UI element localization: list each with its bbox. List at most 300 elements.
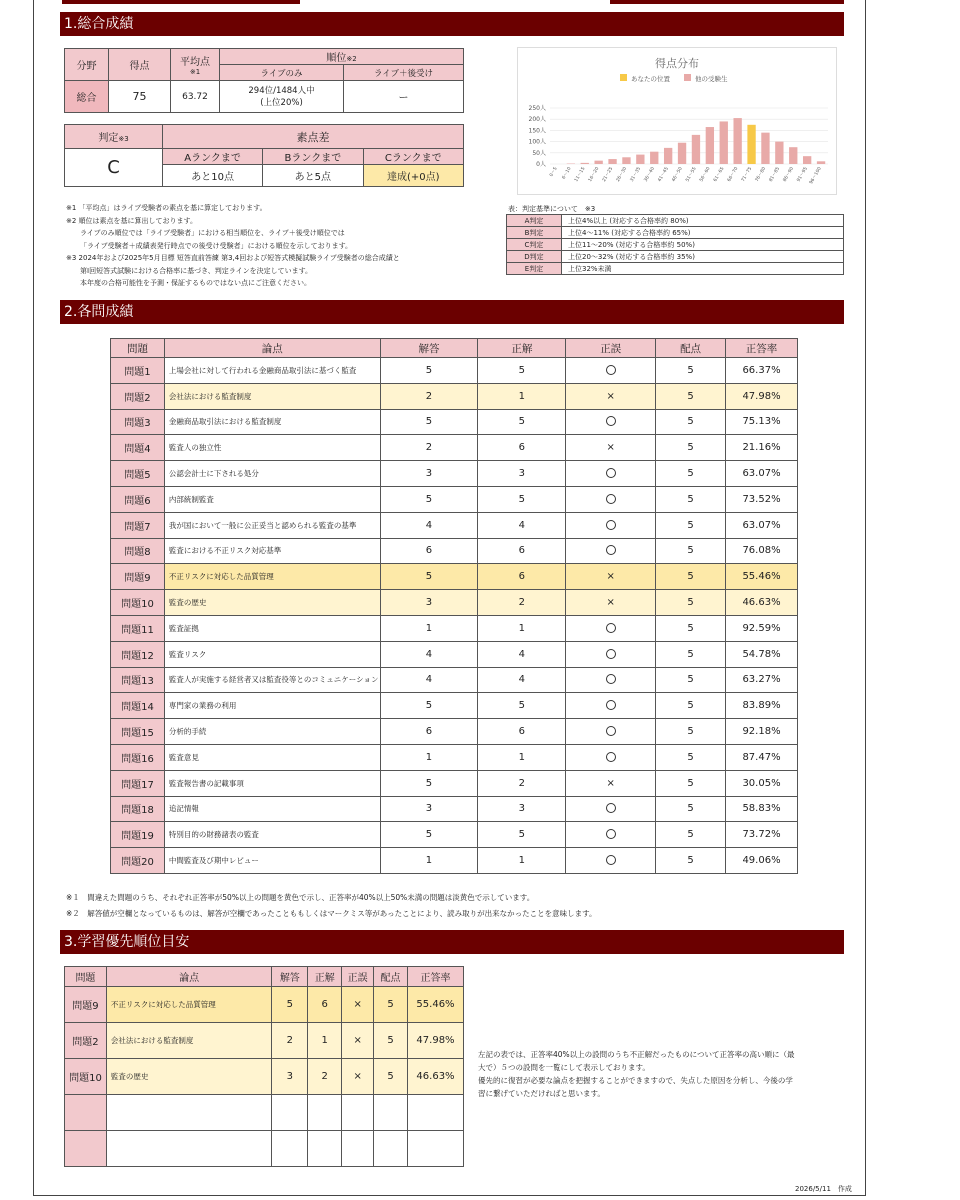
note-line: ※3 2024年および2025年5月目標 短答直前答練 第3,4回および短答式模擬試験ライブ受験者の総合成績と bbox=[66, 254, 400, 262]
x-tick-label: 71〜75 bbox=[740, 166, 754, 183]
rate-value: 49.06% bbox=[726, 848, 798, 874]
criteria-text: 上位20〜32% (対応する合格率約 35%) bbox=[562, 251, 844, 263]
section-header-priority: 3.学習優先順位目安 bbox=[60, 930, 844, 954]
rate-value: 63.07% bbox=[726, 512, 798, 538]
description-line: 大で）５つの設問を一覧にして表示しております。 bbox=[478, 1063, 650, 1072]
question-number: 問題5 bbox=[111, 461, 165, 487]
question-row bbox=[111, 693, 798, 719]
note-line: ライブのみ順位では「ライブ受験者」における相当順位を、ライブ＋後受け順位では bbox=[80, 229, 345, 237]
points-value: 5 bbox=[656, 822, 726, 848]
header-rank-note: ※2 bbox=[346, 55, 357, 63]
question-row bbox=[111, 486, 798, 512]
criteria-text: 上位11〜20% (対応する合格率約 50%) bbox=[562, 239, 844, 251]
x-tick-label: 26〜30 bbox=[615, 166, 629, 183]
questions-notes bbox=[66, 890, 597, 922]
bar-others bbox=[706, 127, 714, 164]
header-answer: 解答 bbox=[380, 339, 478, 358]
points-value: 5 bbox=[656, 770, 726, 796]
correct-value: 6 bbox=[478, 719, 566, 745]
rank-live-line1: 294位/1484人中 bbox=[248, 85, 315, 96]
correct-value: 5 bbox=[478, 822, 566, 848]
result-mark bbox=[566, 667, 656, 693]
result-mark bbox=[566, 409, 656, 435]
question-row bbox=[111, 538, 798, 564]
question-topic: 監査人が実施する経営者又は監査役等とのコミュニケーション bbox=[164, 667, 380, 693]
criteria-row bbox=[507, 215, 844, 227]
question-number: 問題2 bbox=[65, 1023, 107, 1059]
answer-value: 3 bbox=[380, 590, 478, 616]
bar-others bbox=[594, 161, 602, 164]
answer-value: 4 bbox=[380, 641, 478, 667]
criteria-text: 上位32%未満 bbox=[562, 263, 844, 275]
answer-value: 5 bbox=[380, 564, 478, 590]
correct-value: 6 bbox=[478, 435, 566, 461]
x-tick-label: 61〜65 bbox=[713, 166, 726, 183]
rate-value: 63.27% bbox=[726, 667, 798, 693]
x-tick-label: 81〜85 bbox=[768, 166, 782, 183]
correct-value: 4 bbox=[478, 667, 566, 693]
header-question: 問題 bbox=[111, 339, 165, 358]
question-topic: 監査リスク bbox=[164, 641, 380, 667]
x-tick-label: 16〜20 bbox=[588, 166, 601, 183]
note-line: ※2 順位は素点を基に算出しております。 bbox=[66, 216, 197, 225]
distribution-svg bbox=[518, 48, 836, 194]
x-tick-label: 76〜80 bbox=[754, 166, 768, 183]
question-topic: 監査における不正リスク対応基準 bbox=[164, 538, 380, 564]
question-number: 問題15 bbox=[111, 719, 165, 745]
answer-value: 4 bbox=[380, 512, 478, 538]
x-tick-label: 96〜100 bbox=[809, 166, 823, 186]
rate-value: 30.05% bbox=[726, 770, 798, 796]
b-rank-diff: あと5点 bbox=[263, 165, 363, 187]
note-line: ※１ 間違えた問題のうち、それぞれ正答率が50%以上の問題を黄色で示し、正答率が40%以上50%未満の問題は淡黄色で示しています。 bbox=[66, 893, 535, 902]
question-row bbox=[111, 667, 798, 693]
rate-value: 63.07% bbox=[726, 461, 798, 487]
chart-title: 得点分布 bbox=[655, 57, 699, 70]
note-line: 本年度の合格可能性を予測・保証するものではない点にご注意ください。 bbox=[80, 279, 311, 287]
correct-value: 5 bbox=[478, 693, 566, 719]
header-a-rank: Aランクまで bbox=[163, 149, 263, 165]
rate-value: 21.16% bbox=[726, 435, 798, 461]
header-rank-label: 順位 bbox=[326, 53, 347, 64]
correct-value: 1 bbox=[478, 744, 566, 770]
rate-value bbox=[408, 1095, 464, 1131]
points-value: 5 bbox=[656, 744, 726, 770]
question-number: 問題10 bbox=[65, 1059, 107, 1095]
question-row bbox=[111, 848, 798, 874]
correct-circle-icon bbox=[606, 752, 616, 762]
question-row bbox=[111, 461, 798, 487]
section-header-overall: 1.総合成績 bbox=[60, 12, 844, 36]
bar-your-position bbox=[747, 125, 755, 164]
question-topic: 内部統制監査 bbox=[164, 486, 380, 512]
criteria-label: B判定 bbox=[507, 227, 562, 239]
header-result: 正誤 bbox=[566, 339, 656, 358]
result-mark bbox=[566, 461, 656, 487]
answer-value bbox=[272, 1131, 308, 1167]
result-mark: × bbox=[566, 770, 656, 796]
a-rank-diff: あと10点 bbox=[163, 165, 263, 187]
result-mark bbox=[342, 1095, 374, 1131]
question-row bbox=[111, 641, 798, 667]
x-tick-label: 0〜5 bbox=[549, 166, 559, 178]
points-value bbox=[374, 1131, 408, 1167]
answer-value: 3 bbox=[380, 461, 478, 487]
result-mark: × bbox=[566, 435, 656, 461]
question-number: 問題17 bbox=[111, 770, 165, 796]
summary-table bbox=[64, 48, 464, 113]
points-value: 5 bbox=[374, 1023, 408, 1059]
note-line: 「ライブ受験者＋成績表発行時点での後受け受験者」における順位を示しております。 bbox=[80, 241, 353, 250]
y-tick-label: 0人 bbox=[536, 161, 546, 168]
question-topic: 公認会計士に下される処分 bbox=[164, 461, 380, 487]
x-tick-label: 6〜10 bbox=[561, 166, 573, 181]
points-value: 5 bbox=[656, 667, 726, 693]
points-value: 5 bbox=[656, 564, 726, 590]
correct-circle-icon bbox=[606, 365, 616, 375]
header-topic: 論点 bbox=[164, 339, 380, 358]
x-tick-label: 51〜55 bbox=[685, 166, 698, 183]
answer-value: 3 bbox=[272, 1059, 308, 1095]
question-number: 問題12 bbox=[111, 641, 165, 667]
points-value: 5 bbox=[656, 538, 726, 564]
correct-circle-icon bbox=[606, 520, 616, 530]
correct-value: 6 bbox=[478, 564, 566, 590]
correct-circle-icon bbox=[606, 494, 616, 504]
result-mark bbox=[566, 538, 656, 564]
criteria-text: 上位4%以上 (対応する合格率約 80%) bbox=[562, 215, 844, 227]
points-value: 5 bbox=[656, 512, 726, 538]
header-answer: 解答 bbox=[272, 967, 308, 987]
answer-value: 6 bbox=[380, 719, 478, 745]
note-line: ※1 「平均点」はライブ受験者の素点を基に算定しております。 bbox=[66, 204, 267, 212]
header-correct: 正解 bbox=[308, 967, 342, 987]
answer-value: 1 bbox=[380, 848, 478, 874]
note-line: ※２ 解答値が空欄となっているものは、解答が空欄であったことももしくはマークミス等があったことにより、読み取りが出来なかったことを意味します。 bbox=[66, 909, 597, 918]
x-tick-label: 56〜60 bbox=[699, 166, 712, 183]
points-value: 5 bbox=[656, 796, 726, 822]
legend-you-swatch bbox=[620, 74, 627, 81]
x-tick-label: 66〜70 bbox=[727, 166, 740, 183]
answer-value: 6 bbox=[380, 538, 478, 564]
result-mark bbox=[566, 615, 656, 641]
header-rate: 正答率 bbox=[726, 339, 798, 358]
question-number: 問題3 bbox=[111, 409, 165, 435]
question-topic bbox=[106, 1095, 271, 1131]
result-mark bbox=[566, 358, 656, 384]
correct-circle-icon bbox=[606, 649, 616, 659]
answer-value: 5 bbox=[380, 486, 478, 512]
bar-others bbox=[775, 142, 783, 164]
rate-value: 55.46% bbox=[726, 564, 798, 590]
header-b-rank: Bランクまで bbox=[263, 149, 363, 165]
result-mark bbox=[566, 719, 656, 745]
question-row bbox=[111, 383, 798, 409]
points-value: 5 bbox=[656, 693, 726, 719]
answer-value: 2 bbox=[380, 435, 478, 461]
correct-value: 2 bbox=[478, 770, 566, 796]
legend-others-label: 他の受験生 bbox=[695, 75, 728, 83]
correct-value: 5 bbox=[478, 409, 566, 435]
top-bar-left bbox=[62, 0, 300, 4]
bar-others bbox=[678, 143, 686, 164]
answer-value: 5 bbox=[380, 409, 478, 435]
header-judge-note: ※3 bbox=[118, 135, 129, 143]
correct-circle-icon bbox=[606, 674, 616, 684]
rate-value: 46.63% bbox=[408, 1059, 464, 1095]
answer-value: 5 bbox=[272, 987, 308, 1023]
question-number: 問題18 bbox=[111, 796, 165, 822]
description-line: 優先的に復習が必要な論点を把握することができますので、失点した原因を分析し、今後の学 bbox=[478, 1076, 793, 1085]
question-number: 問題7 bbox=[111, 512, 165, 538]
c-rank-diff: 達成(+0点) bbox=[363, 165, 464, 187]
rate-value: 87.47% bbox=[726, 744, 798, 770]
bar-others bbox=[650, 152, 658, 164]
header-score: 得点 bbox=[109, 49, 171, 81]
question-topic: 監査報告書の記載事項 bbox=[164, 770, 380, 796]
x-tick-label: 21〜25 bbox=[601, 166, 615, 183]
header-field: 分野 bbox=[65, 49, 109, 81]
header-rank-live-plus: ライブ＋後受け bbox=[344, 65, 464, 81]
note-line: 第Ⅰ回短答式試験における合格率に基づき、判定ラインを決定しています。 bbox=[80, 266, 313, 275]
answer-value bbox=[272, 1095, 308, 1131]
criteria-text: 上位4〜11% (対応する合格率約 65%) bbox=[562, 227, 844, 239]
question-number: 問題4 bbox=[111, 435, 165, 461]
question-topic: 追記情報 bbox=[164, 796, 380, 822]
correct-circle-icon bbox=[606, 545, 616, 555]
result-mark: × bbox=[342, 987, 374, 1023]
answer-value: 5 bbox=[380, 822, 478, 848]
result-mark: × bbox=[566, 564, 656, 590]
rank-live-value bbox=[220, 81, 344, 113]
question-number: 問題16 bbox=[111, 744, 165, 770]
x-tick-label: 31〜35 bbox=[629, 166, 643, 183]
criteria-label: C判定 bbox=[507, 239, 562, 251]
correct-value: 6 bbox=[308, 987, 342, 1023]
result-mark bbox=[566, 848, 656, 874]
description-line: 左記の表では、正答率40%以上の設問のうち不正解だったものについて正答率の高い順に（最 bbox=[478, 1050, 795, 1059]
question-row bbox=[111, 358, 798, 384]
correct-circle-icon bbox=[606, 803, 616, 813]
header-judge-label: 判定 bbox=[98, 133, 119, 144]
bar-others bbox=[692, 135, 700, 164]
header-average bbox=[171, 49, 220, 81]
correct-value: 5 bbox=[478, 358, 566, 384]
header-rank-live: ライブのみ bbox=[220, 65, 344, 81]
correct-circle-icon bbox=[606, 468, 616, 478]
result-mark: × bbox=[342, 1059, 374, 1095]
question-topic: 不正リスクに対応した品質管理 bbox=[106, 987, 271, 1023]
criteria-row bbox=[507, 251, 844, 263]
question-row bbox=[111, 796, 798, 822]
question-number: 問題19 bbox=[111, 822, 165, 848]
points-value: 5 bbox=[656, 615, 726, 641]
question-number bbox=[65, 1131, 107, 1167]
result-mark: × bbox=[342, 1023, 374, 1059]
question-row bbox=[111, 590, 798, 616]
criteria-title: 表：判定基準について ※3 bbox=[508, 205, 596, 213]
correct-value: 3 bbox=[478, 461, 566, 487]
summary-notes bbox=[66, 202, 400, 290]
question-topic: 特別目的の財務諸表の監査 bbox=[164, 822, 380, 848]
result-mark bbox=[566, 486, 656, 512]
score-value: 75 bbox=[109, 81, 171, 113]
result-mark bbox=[566, 512, 656, 538]
result-mark: × bbox=[566, 590, 656, 616]
question-topic: 専門家の業務の利用 bbox=[164, 693, 380, 719]
rate-value: 73.72% bbox=[726, 822, 798, 848]
question-row bbox=[65, 987, 464, 1023]
rate-value: 55.46% bbox=[408, 987, 464, 1023]
correct-circle-icon bbox=[606, 726, 616, 736]
rate-value: 76.08% bbox=[726, 538, 798, 564]
correct-circle-icon bbox=[606, 829, 616, 839]
correct-value: 1 bbox=[478, 848, 566, 874]
question-row bbox=[111, 744, 798, 770]
question-row bbox=[65, 1059, 464, 1095]
rate-value: 73.52% bbox=[726, 486, 798, 512]
question-topic: 監査人の独立性 bbox=[164, 435, 380, 461]
question-number: 問題6 bbox=[111, 486, 165, 512]
answer-value: 5 bbox=[380, 770, 478, 796]
points-value: 5 bbox=[656, 641, 726, 667]
legend-you-label: あなたの位置 bbox=[631, 75, 670, 83]
y-tick-label: 200人 bbox=[528, 116, 546, 124]
question-row bbox=[111, 719, 798, 745]
question-topic: 分析的手続 bbox=[164, 719, 380, 745]
top-bar-right bbox=[610, 0, 844, 4]
header-diff: 素点差 bbox=[163, 125, 464, 149]
header-points: 配点 bbox=[656, 339, 726, 358]
question-number: 問題9 bbox=[65, 987, 107, 1023]
bar-others bbox=[664, 148, 672, 164]
correct-value bbox=[308, 1095, 342, 1131]
bar-others bbox=[761, 133, 769, 164]
rank-live-line2: (上位20%) bbox=[260, 97, 303, 108]
result-mark bbox=[566, 693, 656, 719]
question-number: 問題8 bbox=[111, 538, 165, 564]
bar-others bbox=[789, 147, 797, 164]
rate-value: 92.18% bbox=[726, 719, 798, 745]
correct-value: 6 bbox=[478, 538, 566, 564]
legend-others-swatch bbox=[684, 74, 691, 81]
question-row bbox=[65, 1131, 464, 1167]
header-c-rank: Cランクまで bbox=[363, 149, 464, 165]
points-value: 5 bbox=[656, 358, 726, 384]
question-number bbox=[65, 1095, 107, 1131]
question-number: 問題9 bbox=[111, 564, 165, 590]
answer-value: 5 bbox=[380, 693, 478, 719]
correct-value: 2 bbox=[478, 590, 566, 616]
question-topic: 監査の歴史 bbox=[106, 1059, 271, 1095]
y-tick-label: 250人 bbox=[528, 105, 546, 112]
question-topic: 中間監査及び期中レビュー bbox=[164, 848, 380, 874]
y-tick-label: 150人 bbox=[528, 127, 546, 135]
header-judge bbox=[65, 125, 163, 149]
points-value: 5 bbox=[656, 486, 726, 512]
questions-table bbox=[110, 338, 798, 874]
question-topic: 金融商品取引法における監査制度 bbox=[164, 409, 380, 435]
correct-value: 1 bbox=[478, 615, 566, 641]
bar-others bbox=[803, 156, 811, 164]
criteria-label: E判定 bbox=[507, 263, 562, 275]
question-row bbox=[111, 615, 798, 641]
header-question: 問題 bbox=[65, 967, 107, 987]
rate-value: 66.37% bbox=[726, 358, 798, 384]
rate-value bbox=[408, 1131, 464, 1167]
rank-live-plus-value: ー bbox=[344, 81, 464, 113]
answer-value: 2 bbox=[272, 1023, 308, 1059]
question-number: 問題2 bbox=[111, 383, 165, 409]
points-value: 5 bbox=[374, 987, 408, 1023]
judge-value: C bbox=[65, 149, 163, 187]
correct-value: 1 bbox=[478, 383, 566, 409]
correct-value: 4 bbox=[478, 512, 566, 538]
question-row bbox=[65, 1023, 464, 1059]
created-date: 2026/5/11 作成 bbox=[795, 1185, 852, 1193]
result-mark bbox=[342, 1131, 374, 1167]
question-row bbox=[111, 822, 798, 848]
correct-value: 2 bbox=[308, 1059, 342, 1095]
header-average-note: ※1 bbox=[189, 68, 201, 76]
question-topic: 監査意見 bbox=[164, 744, 380, 770]
question-topic: 監査証拠 bbox=[164, 615, 380, 641]
rate-value: 54.78% bbox=[726, 641, 798, 667]
points-value: 5 bbox=[656, 383, 726, 409]
question-topic: 会社法における監査制度 bbox=[106, 1023, 271, 1059]
question-row bbox=[111, 409, 798, 435]
question-topic: 会社法における監査制度 bbox=[164, 383, 380, 409]
average-value: 63.72 bbox=[171, 81, 220, 113]
criteria-label: D判定 bbox=[507, 251, 562, 263]
points-value: 5 bbox=[656, 461, 726, 487]
question-topic bbox=[106, 1131, 271, 1167]
result-mark bbox=[566, 744, 656, 770]
question-row bbox=[111, 512, 798, 538]
rate-value: 46.63% bbox=[726, 590, 798, 616]
rate-value: 58.83% bbox=[726, 796, 798, 822]
question-number: 問題11 bbox=[111, 615, 165, 641]
bar-others bbox=[733, 118, 741, 164]
x-tick-label: 91〜95 bbox=[796, 166, 809, 183]
criteria-row bbox=[507, 263, 844, 275]
points-value: 5 bbox=[656, 435, 726, 461]
bar-others bbox=[581, 163, 589, 164]
priority-table bbox=[64, 966, 464, 1167]
correct-circle-icon bbox=[606, 855, 616, 865]
question-topic: 不正リスクに対応した品質管理 bbox=[164, 564, 380, 590]
answer-value: 1 bbox=[380, 744, 478, 770]
correct-value: 4 bbox=[478, 641, 566, 667]
section-header-questions: 2.各問成績 bbox=[60, 300, 844, 324]
question-number: 問題10 bbox=[111, 590, 165, 616]
rate-value: 92.59% bbox=[726, 615, 798, 641]
criteria-table bbox=[506, 214, 844, 275]
points-value: 5 bbox=[656, 719, 726, 745]
rate-value: 83.89% bbox=[726, 693, 798, 719]
result-mark bbox=[566, 641, 656, 667]
correct-circle-icon bbox=[606, 623, 616, 633]
rate-value: 47.98% bbox=[726, 383, 798, 409]
score-distribution-chart bbox=[517, 47, 837, 195]
bar-others bbox=[622, 157, 630, 164]
result-mark bbox=[566, 822, 656, 848]
points-value: 5 bbox=[374, 1059, 408, 1095]
question-number: 問題14 bbox=[111, 693, 165, 719]
header-average-label: 平均点 bbox=[180, 57, 210, 68]
header-correct: 正解 bbox=[478, 339, 566, 358]
judge-table bbox=[64, 124, 464, 187]
